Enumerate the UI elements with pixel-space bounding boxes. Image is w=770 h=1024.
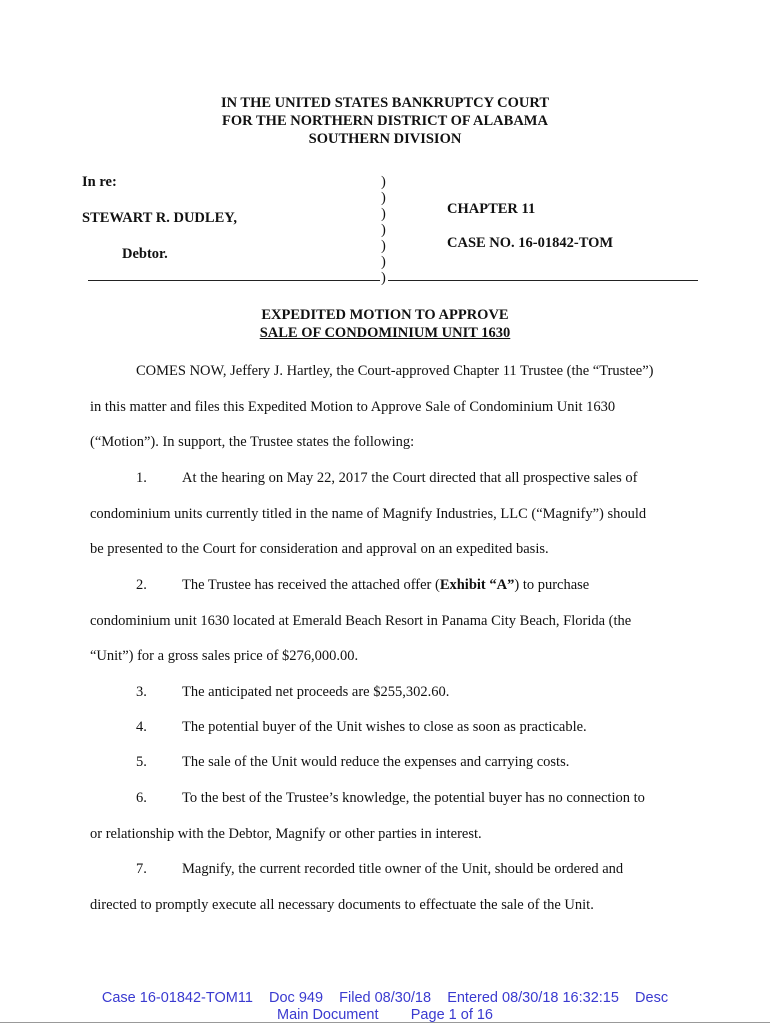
paragraph-text: The anticipated net proceeds are $255,302.60. [182,684,450,700]
paren: ) [381,238,386,254]
in-re-label: In re: [82,174,117,190]
paragraph-number: 2. [136,577,147,593]
paragraph-2 [90,568,685,675]
paragraph-text: The potential buyer of the Unit wishes to close as soon as practicable. [182,719,587,735]
court-header [0,94,770,148]
paragraph-number: 4. [136,719,147,735]
paragraph-text: directed to promptly execute all necessary documents to effectuate the sale of the Unit. [90,896,594,913]
paragraph-number: 7. [136,861,147,877]
paragraph-7 [90,852,685,923]
intro-line-3: (“Motion”). In support, the Trustee states the following: [90,434,415,450]
paragraph-1 [90,461,685,568]
paragraph-text: The Trustee has received the attached offer ( [182,577,440,593]
paragraph-text: condominium unit 1630 located at Emerald Beach Resort in Panama City Beach, Florida (the [90,612,632,629]
caption-parens [381,174,386,286]
paragraph-3 [90,675,685,711]
paragraph-4 [90,710,685,746]
paragraph-text: Magnify, the current recorded title owner of the Unit, should be ordered and [182,861,624,877]
page-indicator: Page 1 of 16 [410,1007,494,1023]
paragraph-number: 1. [136,470,147,486]
court-line-3: SOUTHERN DIVISION [308,131,462,147]
paren: ) [381,206,386,222]
paragraph-text: To the best of the Trustee’s knowledge, the potential buyer has no connection to [182,790,645,806]
court-line-2: FOR THE NORTHERN DISTRICT OF ALABAMA [222,113,548,129]
caption-rule-left [88,280,380,281]
entered-date: Entered 08/30/18 16:32:15 [447,990,619,1006]
main-document-label: Main Document [276,1007,379,1023]
intro-paragraph [90,354,685,461]
paren: ) [381,190,386,206]
paren: ) [381,222,386,238]
case-id: Case 16-01842-TOM11 [101,990,253,1006]
filed-date: Filed 08/30/18 [339,990,432,1006]
paragraph-5 [90,745,685,781]
desc-label: Desc [635,990,669,1006]
motion-title [0,306,770,342]
paragraph-text: ) to purchase [514,577,590,593]
paragraph-text: condominium units currently titled in the name of Magnify Industries, LLC (“Magnify”) should [90,505,647,522]
intro-line-1: COMES NOW, Jeffery J. Hartley, the Court-approved Chapter 11 Trustee (the “Trustee”) [136,363,654,379]
paragraph-text: or relationship with the Debtor, Magnify or other parties in interest. [90,825,482,842]
intro-line-2: in this matter and files this Expedited Motion to Approve Sale of Condominium Unit 1630 [90,398,616,415]
exhibit-reference: Exhibit “A” [439,577,515,593]
paren: ) [381,254,386,270]
caption-rule-right [388,280,698,281]
debtor-label: Debtor. [122,246,168,262]
paragraph-text: “Unit”) for a gross sales price of $276,000.00. [90,648,359,664]
motion-title-line-1: EXPEDITED MOTION TO APPROVE [261,307,509,323]
filing-stamp-line-1 [0,990,770,1007]
debtor-name: STEWART R. DUDLEY, [82,210,238,226]
footer-rule [0,1022,770,1023]
paragraph-text: The sale of the Unit would reduce the expenses and carrying costs. [182,754,570,770]
doc-number: Doc 949 [269,990,324,1006]
case-number: CASE NO. 16-01842-TOM [447,235,614,251]
paragraph-text: be presented to the Court for consideration and approval on an expedited basis. [90,541,549,557]
paren: ) [381,270,386,286]
paragraph-text: At the hearing on May 22, 2017 the Court directed that all prospective sales of [182,470,638,486]
filing-stamp [0,990,770,1024]
motion-title-line-2: SALE OF CONDOMINIUM UNIT 1630 [259,325,511,341]
paragraph-number: 5. [136,754,147,770]
paragraph-6 [90,781,685,852]
paragraph-number: 6. [136,790,147,806]
court-line-1: IN THE UNITED STATES BANKRUPTCY COURT [220,95,550,111]
chapter-label: CHAPTER 11 [447,201,536,217]
paren: ) [381,174,386,190]
paragraph-number: 3. [136,684,147,700]
